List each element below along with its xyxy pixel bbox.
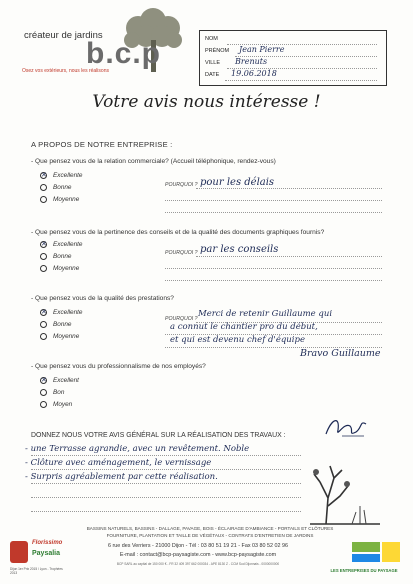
question-3: - Que pensez vous de la qualité des prestations? [31,295,174,302]
radio-checked-icon[interactable] [40,309,47,316]
section-title: A PROPOS DE NOTRE ENTREPRISE : [31,140,173,149]
question-4: - Que pensez vous du professionnalisme de nos employés? [31,363,206,370]
general-line-2[interactable]: - Clôture avec aménagement, le vernissage [25,458,212,468]
footer-services-line-1: BASSINS NATURELS, BASSINS - DALLAGE, PAVAGE, BOIS - ÉCLAIRAGE D'AMBIANCE - PORTAILS ET CLÔTURES [86,526,334,531]
brand-slogan: Osez vos extérieurs, nous les réalisons [22,68,109,74]
signature-scribble-icon [322,414,368,442]
radio-icon[interactable] [40,401,47,408]
q3-signature[interactable]: Bravo Guillaume [300,348,381,359]
tree-silhouette-icon [300,456,390,526]
nom-row [205,34,385,46]
company-logo [14,10,194,82]
footer-contact-line[interactable]: E-mail : contact@bcp-paysagiste.com - www.bcp-paysagiste.com [119,552,277,558]
q3-pourquoi-label: POURQUOI ? [165,316,198,322]
q3-answer-line-1[interactable]: Merci de retenir Guillaume qui [198,309,333,319]
partner-logo [322,536,406,582]
radio-checked-icon[interactable] [40,377,47,384]
general-line-3[interactable]: - Surpris agréablement par cette réalisation. [25,472,218,482]
q2-answer[interactable]: par les conseils [200,244,279,255]
radio-icon[interactable] [40,265,47,272]
partner-bar-yellow [382,542,400,562]
q3-answer-line-2[interactable]: a connut le chantier pro du début, [170,322,318,332]
award-badge [10,539,70,581]
date-label: DATE [205,72,220,78]
radio-icon[interactable] [40,333,47,340]
general-line-1[interactable]: - une Terrasse agrandie, avec un revêtement. Noble [25,444,250,454]
award-name: Florissimo [32,540,63,546]
ville-value[interactable]: Brenuts [235,57,268,66]
radio-checked-icon[interactable] [40,172,47,179]
partner-bar-blue [352,554,380,562]
prenom-value[interactable]: Jean Pierre [239,45,285,54]
radio-icon[interactable] [40,196,47,203]
footer-address: 6 rue des Verriers - 21000 Dijon - Tél : 03 80 51 19 21 - Fax 03 80 52 02 96 [108,543,288,549]
general-opinion-title: DONNEZ NOUS VOTRE AVIS GÉNÉRAL SUR LA RÉALISATION DES TRAVAUX : [31,432,286,439]
radio-icon[interactable] [40,321,47,328]
brand-top-text: créateur de jardins [24,30,103,41]
date-value[interactable]: 19.06.2018 [231,69,277,78]
radio-checked-icon[interactable] [40,241,47,248]
partner-bar-green [352,542,380,552]
radio-icon[interactable] [40,389,47,396]
page-title: Votre avis nous intéresse ! [92,92,321,112]
nom-label: NOM [205,36,218,42]
partner-caption: LES ENTREPRISES DU PAYSAGE [330,568,398,573]
brand-letters: b.c.p [86,37,162,70]
prenom-row [205,46,385,58]
q1-pourquoi-label: POURQUOI ? [165,182,198,188]
date-row [205,70,385,82]
q1-answer[interactable]: pour les délais [200,177,275,188]
q3-answer-line-3[interactable]: et qui est devenu chef d'équipe [170,335,305,345]
award-org: Paysalia [32,550,61,557]
footer-services-line-2: FOURNITURE, PLANTATION ET TAILLE DE VÉGÉTAUX - CONTRATS D'ENTRETIEN DE JARDINS [106,533,314,538]
q2-pourquoi-label: POURQUOI ? [165,250,198,256]
footer-contact [78,543,318,566]
question-2: - Que pensez vous de la pertinence des conseils et de la qualité des documents graphiques fournis? [31,229,325,236]
radio-icon[interactable] [40,184,47,191]
ville-label: VILLE [205,60,220,66]
question-1: - Que pensez vous de la relation commerciale? (Accueil téléphonique, rendez-vous) [31,158,276,165]
award-icon [10,541,28,563]
award-caption: Dijon 1er Prix 2015 / Lyon - Trophées 2013 [10,567,63,575]
footer-legal: BCP SARL au capital de 150 000 € - FR 32 409 397 662 000034 - APE 8130 Z - CCM Sud Dijonnais - 0000000000 [116,562,280,566]
radio-icon[interactable] [40,253,47,260]
prenom-label: PRÉNOM [205,48,230,54]
